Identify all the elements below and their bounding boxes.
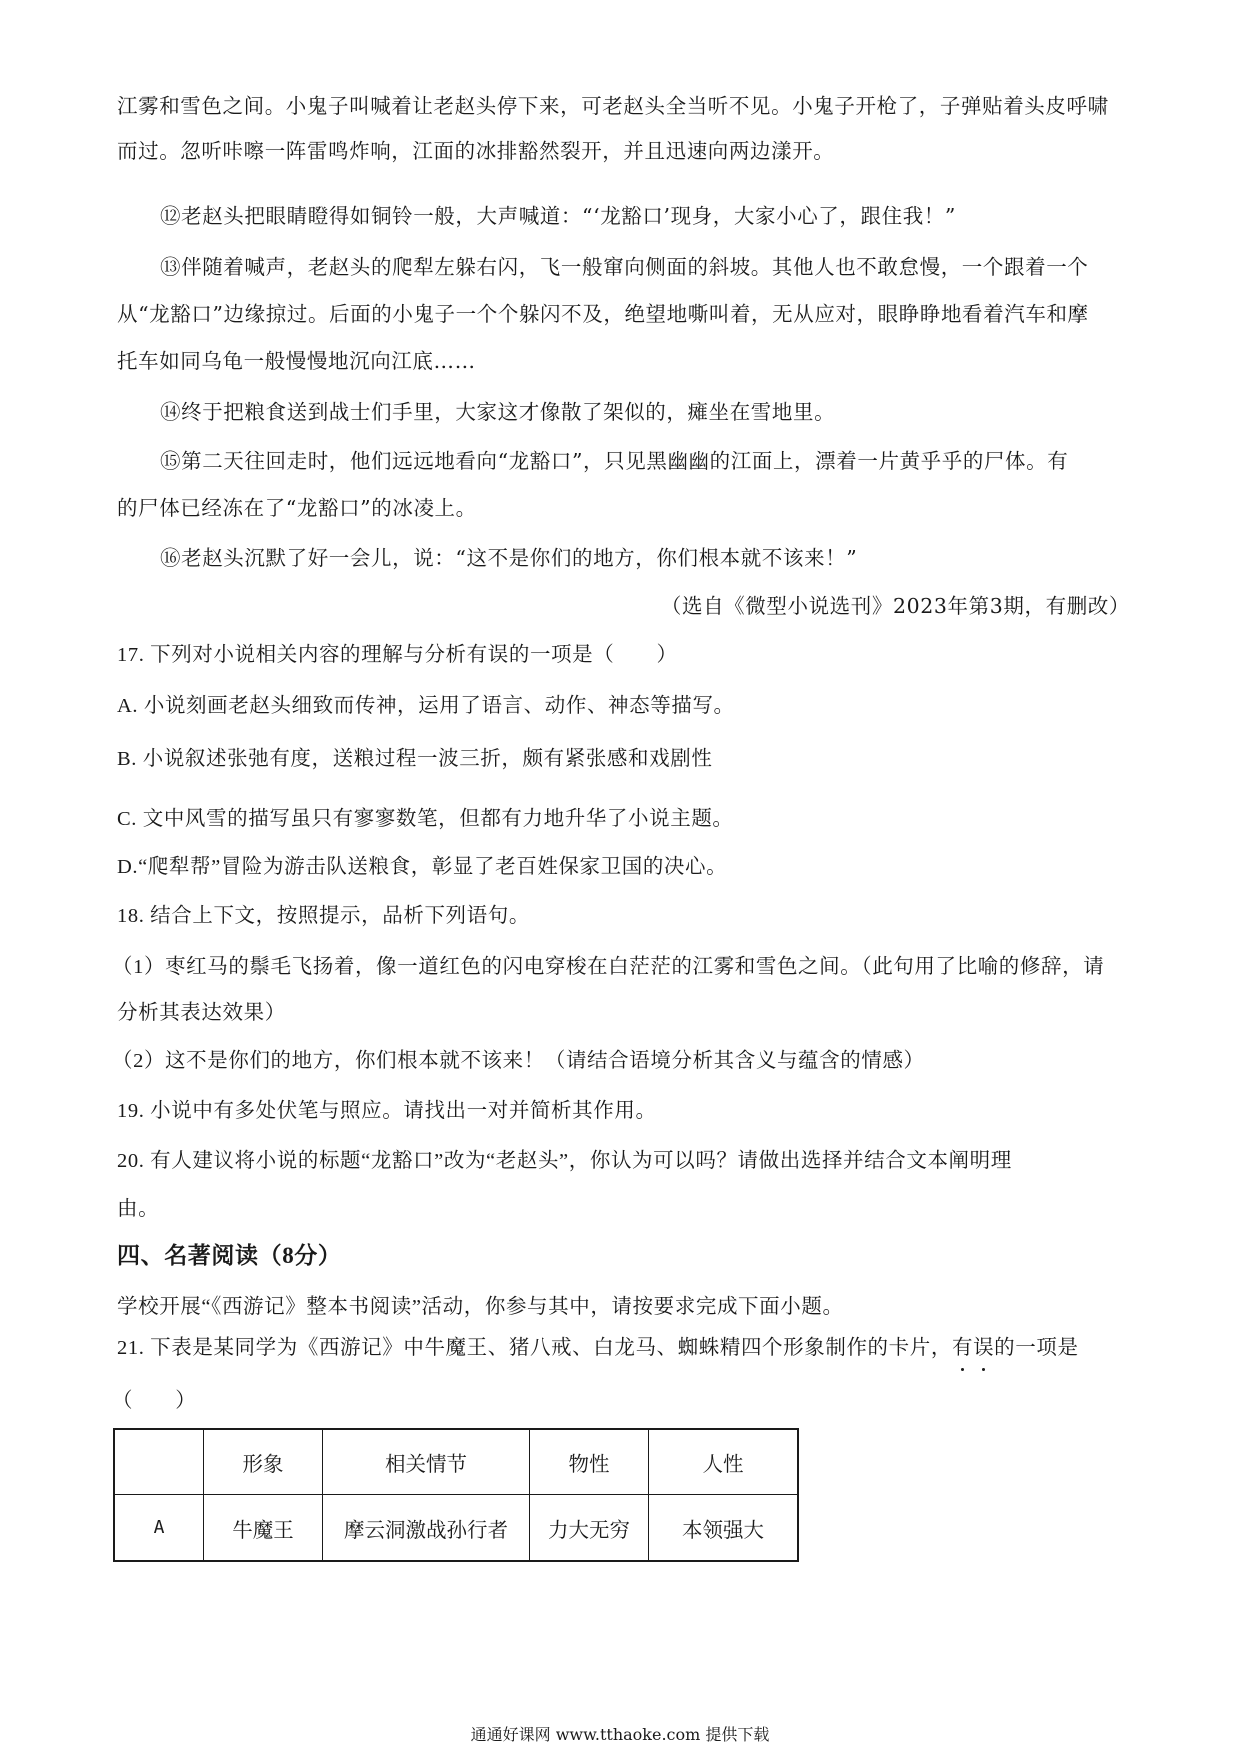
table-cell: 力大无穷 <box>530 1495 649 1562</box>
question-18-item-1-cont: 分析其表达效果） <box>117 1002 286 1024</box>
question-17-option-b: B. 小说叙述张弛有度，送粮过程一波三折，颇有紧张感和戏剧性 <box>117 748 713 770</box>
question-18-stem: 18. 结合上下文，按照提示，品析下列语句。 <box>117 905 530 927</box>
footer-url: www.tthaoke.com <box>555 1725 701 1744</box>
passage-paragraph-15: ⑮第二天往回走时，他们远远地看向“龙豁口”，只见黑幽幽的江面上，漂着一片黄乎乎的尸体。有 <box>160 449 1069 473</box>
passage-paragraph-16: ⑯老赵头沉默了好一会儿，说：“这不是你们的地方，你们根本就不该来！” <box>160 546 858 570</box>
section-heading: 四、名著阅读（8分） <box>117 1243 342 1268</box>
table-cell: 本领强大 <box>649 1495 799 1562</box>
table-header-cell <box>114 1429 204 1495</box>
table-cell: A <box>114 1495 204 1562</box>
question-21-stem <box>117 1333 1133 1363</box>
table-cell: 摩云洞激战孙行者 <box>323 1495 530 1562</box>
question-17-option-d: D.“爬犁帮”冒险为游击队送粮食，彰显了老百姓保家卫国的决心。 <box>117 856 728 878</box>
question-18-item-1: （1）枣红马的鬃毛飞扬着，像一道红色的闪电穿梭在白茫茫的江雾和雪色之间。（此句用了比喻的修辞，请 <box>112 956 1105 978</box>
table-header-cell: 人性 <box>649 1429 799 1495</box>
question-21-stem-tail: 的一项是 <box>994 1337 1079 1359</box>
page-footer <box>0 1725 1240 1745</box>
footer-suffix: 提供下载 <box>705 1725 770 1744</box>
passage-line: 而过。忽听咔嚓一阵雷鸣炸响，江面的冰排豁然裂开，并且迅速向两边漾开。 <box>117 139 835 163</box>
passage-line: 从“龙豁口”边缘掠过。后面的小鬼子一个个躲闪不及，绝望地嘶叫着，无从应对，眼睁睁地看着汽车和摩 <box>117 302 1089 326</box>
answer-blank: （ ） <box>112 1390 197 1412</box>
passage-line: 江雾和雪色之间。小鬼子叫喊着让老赵头停下来，可老赵头全当听不见。小鬼子开枪了，子弹贴着头皮呼啸 <box>117 94 1109 118</box>
passage-paragraph-12: ⑫老赵头把眼睛瞪得如铜铃一般，大声喊道：“‘龙豁口’现身，大家小心了，跟住我！” <box>160 204 956 228</box>
question-19-stem: 19. 小说中有多处伏笔与照应。请找出一对并简析其作用。 <box>117 1100 657 1122</box>
table-cell: 牛魔王 <box>204 1495 323 1562</box>
emphasis-char: 误 <box>973 1333 994 1363</box>
table-header-cell: 物性 <box>530 1429 649 1495</box>
question-20-stem-cont: 由。 <box>117 1198 160 1220</box>
passage-paragraph-13: ⑬伴随着喊声，老赵头的爬犁左躲右闪，飞一般窜向侧面的斜坡。其他人也不敢怠慢，一个跟着一个 <box>160 255 1089 279</box>
table-header-row <box>114 1429 798 1495</box>
character-card-table <box>113 1428 799 1562</box>
question-21-stem-main: 21. 下表是某同学为《西游记》中牛魔王、猪八戒、白龙马、蜘蛛精四个形象制作的卡片， <box>117 1337 952 1359</box>
question-17-stem: 17. 下列对小说相关内容的理解与分析有误的一项是（ ） <box>117 644 678 666</box>
question-18-item-2: （2）这不是你们的地方，你们根本就不该来！（请结合语境分析其含义与蕴含的情感） <box>112 1050 925 1072</box>
passage-paragraph-14: ⑭终于把粮食送到战士们手里，大家这才像散了架似的，瘫坐在雪地里。 <box>160 400 836 424</box>
question-17-option-c: C. 文中风雪的描写虽只有寥寥数笔，但都有力地升华了小说主题。 <box>117 808 734 830</box>
table-header-cell: 形象 <box>204 1429 323 1495</box>
passage-line: 托车如同乌龟一般慢慢地沉向江底…… <box>117 349 476 373</box>
passage-line: 的尸体已经冻在了“龙豁口”的冰凌上。 <box>117 496 477 520</box>
question-20-stem: 20. 有人建议将小说的标题“龙豁口”改为“老赵头”，你认为可以吗？请做出选择并结合文本阐明理 <box>117 1150 1012 1172</box>
table-row <box>114 1495 798 1562</box>
section-intro: 学校开展“《西游记》整本书阅读”活动，你参与其中，请按要求完成下面小题。 <box>117 1296 844 1318</box>
emphasis-char: 有 <box>952 1333 973 1363</box>
question-17-option-a: A. 小说刻画老赵头细致而传神，运用了语言、动作、神态等描写。 <box>117 695 735 717</box>
passage-source: （选自《微型小说选刊》2023年第3期，有删改） <box>660 594 1130 618</box>
footer-site-name: 通通好课网 <box>470 1725 551 1744</box>
table-header-cell: 相关情节 <box>323 1429 530 1495</box>
